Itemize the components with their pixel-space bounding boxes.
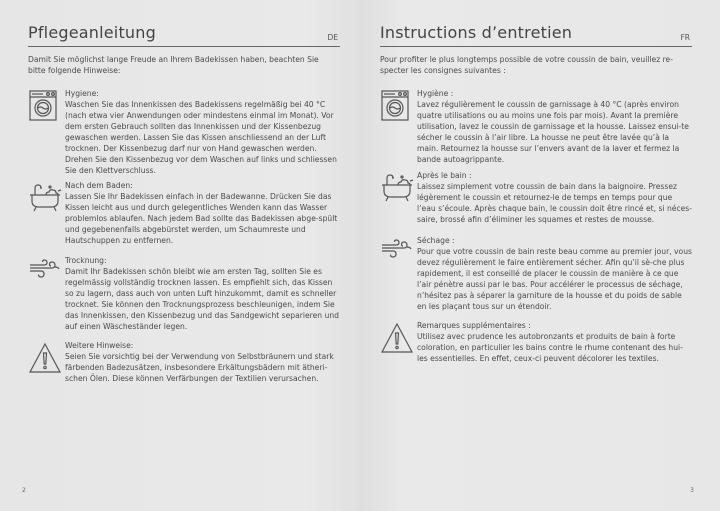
section-body: Laissez simplement votre coussin de bain dans la baignoire. Pressez légèrement le coussin et retournez-le de temps en temps pour que l’eau s’écoule. Après chaque bain, le coussin doit être rincé et, si néces-saire, brossé afin d’éliminer les squames et restes de mousse.: [417, 182, 692, 224]
section-body: Lassen Sie Ihr Badekissen einfach in der Badewanne. Drücken Sie das Kissen leicht aus und durch gelegentliches Wenden kann das Wasser problemlos ablaufen. Nach jedem Bad sollte das Badekissen abge-spült und gegebenenfalls abgebürstet werden, um Schaumreste und Hautschuppen zu entfernen.: [65, 192, 338, 245]
section-body: Lavez régulièrement le coussin de garnissage à 40 °C (après environ quatre utilisations ou au moins une fois par mois). Avant la première utilisation, lavez le coussin de garnissage et la housse. Laissez ensui-te sécher le coussin à l’air libre. La housse ne peut être lavée qu’à la main. Retournez la housse sur l’envers avant de la laver et fermez la bande autoagrippante.: [417, 100, 689, 164]
bathtub-icon: [380, 172, 414, 204]
washing-machine-icon: [380, 90, 414, 122]
section-title: Nach dem Baden:: [65, 181, 133, 190]
bathtub-icon: [28, 182, 62, 214]
intro-text: Damit Sie möglichst lange Freude an Ihrem Badekissen haben, beachten Sie bitte folgende Hinweise:: [28, 55, 319, 75]
section-title: Après le bain :: [417, 171, 472, 180]
section-title: Trocknung:: [65, 256, 107, 265]
language-code: FR: [680, 33, 690, 42]
wind-icon: [28, 257, 62, 289]
page-fr: [360, 0, 720, 511]
section-body: Damit Ihr Badekissen schön bleibt wie am ersten Tag, sollten Sie es regelmässig vollständig trocknen lassen. Es empfiehlt sich, das Kissen so zu lagern, dass auch von unten Luft hinzukommt, damit es schneller trocknet. Sie können den Trocknungsprozess beschleunigen, indem Sie das Innenkissen, den Kissenbezug und das Sandgewicht separieren und auf einen Wäscheständer legen.: [65, 267, 339, 331]
section-body: Seien Sie vorsichtig bei der Verwendung von Selbstbräunern und stark färbenden Badezusätzen, insbesondere Erkältungsbädern mit ätheri-schen Ölen. Diese können Verfärbungen der Textilien verursachen.: [65, 352, 334, 383]
page-header: [28, 18, 340, 47]
section-body: Pour que votre coussin de bain reste beau comme au premier jour, vous devez régulièrement le faire entièrement sécher. Afin qu’il sè-che plus rapidement, il est conseillé de placer le coussin de manière à ce que l’air pénètre aussi par le bas. Pour accélérer le processus de séchage, n’hésitez pas à séparer la garniture de la housse et du poids de sable en les plaçant tous sur un étendoir.: [417, 247, 692, 311]
section-title: Hygiène :: [417, 89, 454, 98]
section-title: Weitere Hinweise:: [65, 341, 134, 350]
warning-icon: [28, 342, 62, 374]
page-title: Instructions d’entretien: [380, 23, 573, 42]
section-body: Waschen Sie das Innenkissen des Badekissens regelmäßig bei 40 °C (nach etwa vier Anwendungen oder mindestens einmal im Monat). Vor dem ersten Gebrauch sollten das Innenkissen und der Kissenbezug gewaschen werden. Lassen Sie das Kissen anschliessend an der Luft trocknen. Der Kissenbezug darf nur von Hand gewaschen werden. Drehen Sie den Kissenbezug vor dem Waschen auf links und schliessen Sie den Klettverschluss.: [65, 100, 337, 175]
page-number: 3: [690, 487, 694, 494]
section-title: Hygiene:: [65, 89, 99, 98]
wind-icon: [380, 237, 414, 269]
page-header: [380, 18, 692, 47]
page-number: 2: [22, 487, 26, 494]
page-title: Pflegeanleitung: [28, 23, 156, 42]
section-body: Utilisez avec prudence les autobronzants et produits de bain à forte coloration, en particulier les bains contre le rhume contenant des hui-les essentielles. En effet, ceux-ci peuvent décolorer les textiles.: [417, 332, 683, 363]
section-title: Séchage :: [417, 236, 455, 245]
language-code: DE: [327, 33, 338, 42]
section-title: Remarques supplémentaires :: [417, 321, 531, 330]
washing-machine-icon: [28, 90, 62, 122]
warning-icon: [380, 322, 414, 354]
intro-text: Pour profiter le plus longtemps possible de votre coussin de bain, veuillez re-specter les consignes suivantes :: [380, 55, 673, 75]
